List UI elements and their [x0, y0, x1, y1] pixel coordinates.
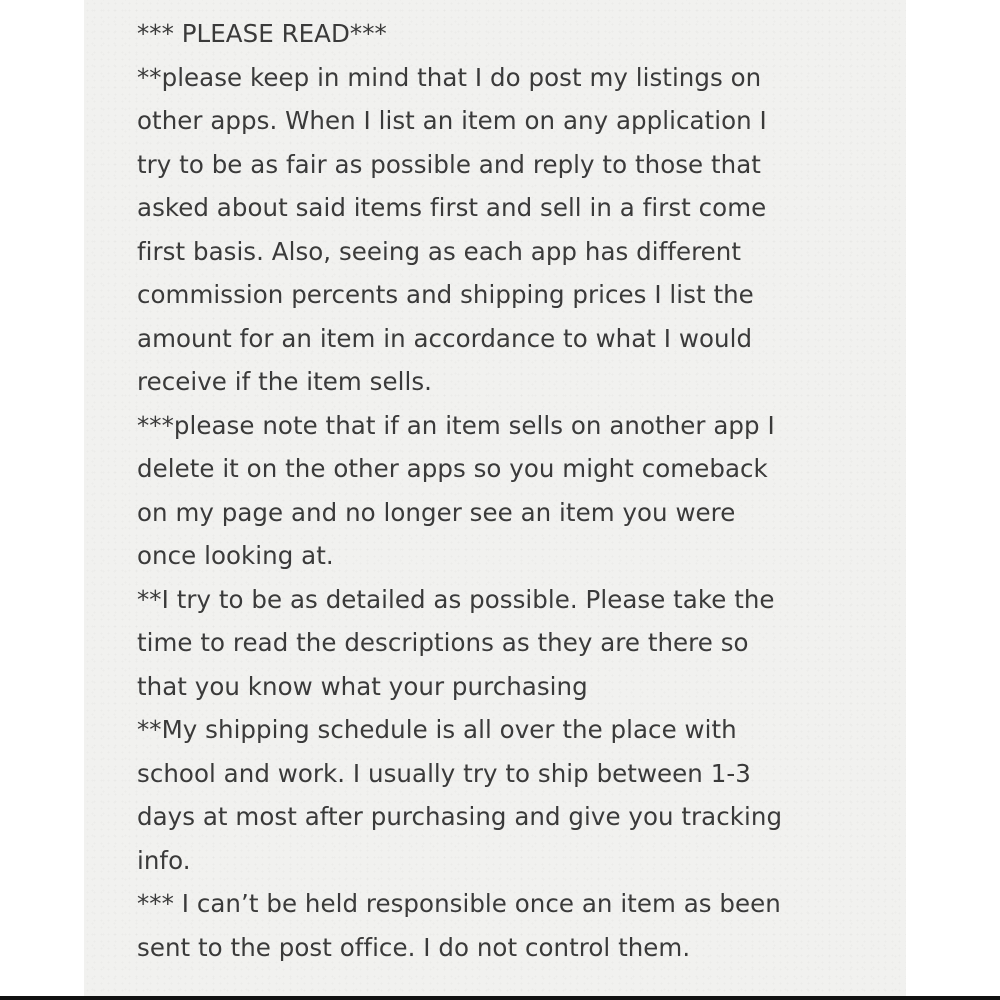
text-line: asked about said items first and sell in a first come — [137, 193, 767, 222]
text-line: commission percents and shipping prices I list the — [137, 280, 754, 309]
bottom-border — [0, 996, 1000, 1000]
text-line: days at most after purchasing and give you tracking — [137, 802, 783, 831]
text-line: receive if the item sells. — [137, 367, 432, 396]
text-line: school and work. I usually try to ship between 1-3 — [137, 758, 751, 788]
notice-text — [137, 12, 877, 969]
text-line: **please keep in mind that I do post my listings on — [137, 62, 762, 92]
text-line: delete it on the other apps so you might comeback — [137, 454, 768, 483]
text-line: try to be as fair as possible and reply to those that — [137, 149, 761, 179]
heading-line: *** PLEASE READ*** — [137, 19, 387, 48]
text-line: once looking at. — [137, 541, 334, 570]
text-line: first basis. Also, seeing as each app has different — [137, 236, 742, 266]
text-line: **I try to be as detailed as possible. Please take the — [137, 584, 775, 614]
text-line: time to read the descriptions as they are there so — [137, 628, 749, 657]
text-line: *** I can’t be held responsible once an item as been — [137, 889, 781, 918]
text-line: that you know what your purchasing — [137, 671, 588, 701]
text-line: ***please note that if an item sells on another app I — [137, 410, 775, 440]
text-line: sent to the post office. I do not control them. — [137, 932, 691, 962]
text-line: on my page and no longer see an item you were — [137, 497, 736, 527]
text-line: other apps. When I list an item on any application I — [137, 106, 767, 135]
text-line: **My shipping schedule is all over the place with — [137, 715, 737, 744]
text-line: amount for an item in accordance to what I would — [137, 323, 753, 353]
text-line: info. — [137, 845, 191, 875]
